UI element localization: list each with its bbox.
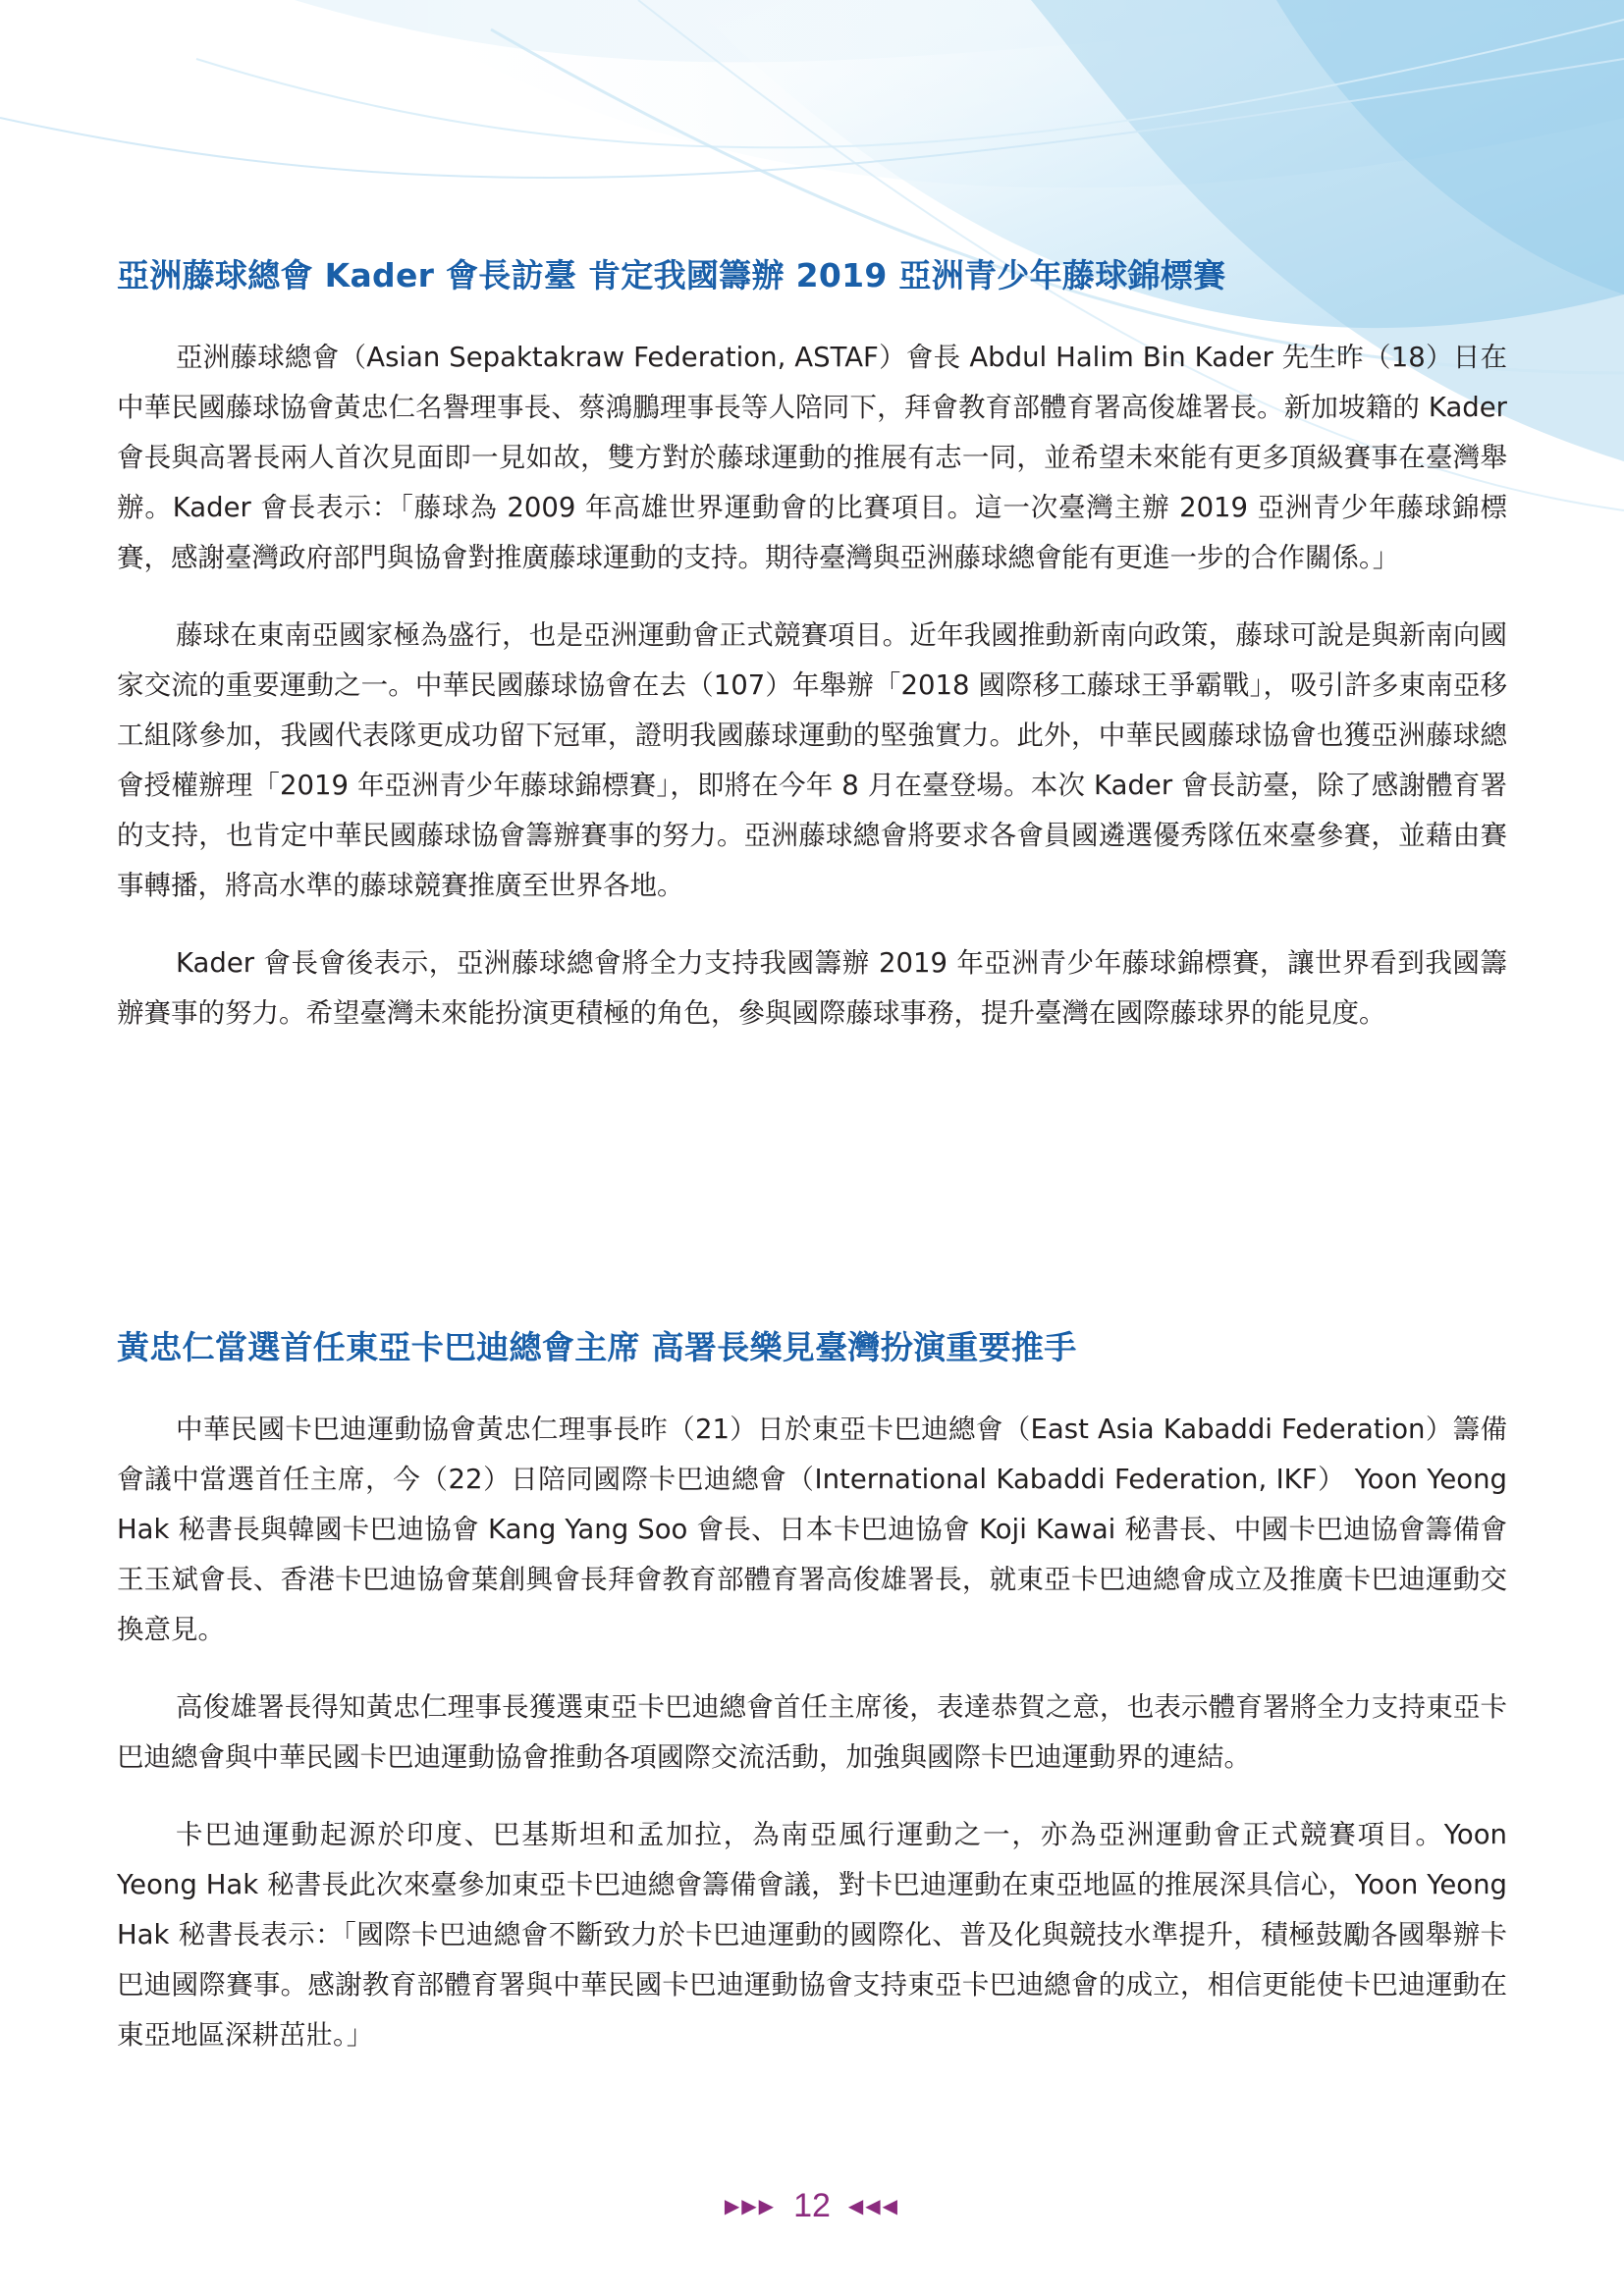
article-paragraph: 亞洲藤球總會（Asian Sepaktakraw Federation, ASTAF）會長 Abdul Halim Bin Kader 先生昨（18）日在中華民國藤球協會黃忠仁名譽理事長、蔡鴻鵬理事長等人陪同下，拜會教育部體育署高俊雄署長。新加坡籍的 Kader 會長與高署長兩人首次見面即一見如故，雙方對於藤球運動的推展有志一同，並希望未來能有更多頂級賽事在臺灣舉辦。Kader 會長表示：「藤球為 2009 年高雄世界運動會的比賽項目。這一次臺灣主辦 2019 亞洲青少年藤球錦標賽，感謝臺灣政府部門與協會對推廣藤球運動的支持。期待臺灣與亞洲藤球總會能有更進一步的合作關係。」 — [117, 342, 1507, 573]
article-paragraph: 中華民國卡巴迪運動協會黃忠仁理事長昨（21）日於東亞卡巴迪總會（East Asia Kabaddi Federation）籌備會議中當選首任主席，今（22）日陪同國際卡巴迪總會（International Kabaddi Federation, IKF） Yoon Yeong Hak 秘書長與韓國卡巴迪協會 Kang Yang Soo 會長、日本卡巴迪協會 Koji Kawai 秘書長、中國卡巴迪協會籌備會王玉斌會長、香港卡巴迪協會葉創興會長拜會教育部體育署高俊雄署長，就東亞卡巴迪總會成立及推廣卡巴迪運動交換意見。 — [117, 1414, 1507, 1645]
right-arrows-icon: ▶▶▶ — [724, 2194, 777, 2217]
article-sepaktakraw — [117, 254, 1507, 1039]
article-paragraph: 高俊雄署長得知黃忠仁理事長獲選東亞卡巴迪總會首任主席後，表達恭賀之意，也表示體育署將全力支持東亞卡巴迪總會與中華民國卡巴迪運動協會推動各項國際交流活動，加強與國際卡巴迪運動界的連結。 — [117, 1691, 1507, 1773]
article-paragraph: Kader 會長會後表示，亞洲藤球總會將全力支持我國籌辦 2019 年亞洲青少年藤球錦標賽，讓世界看到我國籌辦賽事的努力。希望臺灣未來能扮演更積極的角色，參與國際藤球事務，提升臺灣在國際藤球界的能見度。 — [117, 947, 1507, 1029]
page-number: 12 — [793, 2186, 831, 2224]
page-footer — [0, 2181, 1624, 2230]
article-paragraph: 卡巴迪運動起源於印度、巴基斯坦和孟加拉，為南亞風行運動之一，亦為亞洲運動會正式競賽項目。Yoon Yeong Hak 秘書長此次來臺參加東亞卡巴迪總會籌備會議，對卡巴迪運動在東亞地區的推展深具信心，Yoon Yeong Hak 秘書長表示：「國際卡巴迪總會不斷致力於卡巴迪運動的國際化、普及化與競技水準提升，積極鼓勵各國舉辦卡巴迪國際賽事。感謝教育部體育署與中華民國卡巴迪運動協會支持東亞卡巴迪總會的成立，相信更能使卡巴迪運動在東亞地區深耕茁壯。」 — [117, 1819, 1507, 2051]
left-arrows-icon: ◀◀◀ — [847, 2194, 900, 2217]
article-title: 黃忠仁當選首任東亞卡巴迪總會主席 高署長樂見臺灣扮演重要推手 — [117, 1328, 1077, 1366]
article-title: 亞洲藤球總會 Kader 會長訪臺 肯定我國籌辦 2019 亞洲青少年藤球錦標賽 — [117, 256, 1226, 294]
article-paragraph: 藤球在東南亞國家極為盛行，也是亞洲運動會正式競賽項目。近年我國推動新南向政策，藤球可說是與新南向國家交流的重要運動之一。中華民國藤球協會在去（107）年舉辦「2018 國際移工藤球王爭霸戰」，吸引許多東南亞移工組隊參加，我國代表隊更成功留下冠軍，證明我國藤球運動的堅強實力。此外，中華民國藤球協會也獲亞洲藤球總會授權辦理「2019 年亞洲青少年藤球錦標賽」，即將在今年 8 月在臺登場。本次 Kader 會長訪臺，除了感謝體育署的支持，也肯定中華民國藤球協會籌辦賽事的努力。亞洲藤球總會將要求各會員國遴選優秀隊伍來臺參賽，並藉由賽事轉播，將高水準的藤球競賽推廣至世界各地。 — [117, 619, 1507, 901]
article-kabaddi — [117, 1326, 1507, 2060]
